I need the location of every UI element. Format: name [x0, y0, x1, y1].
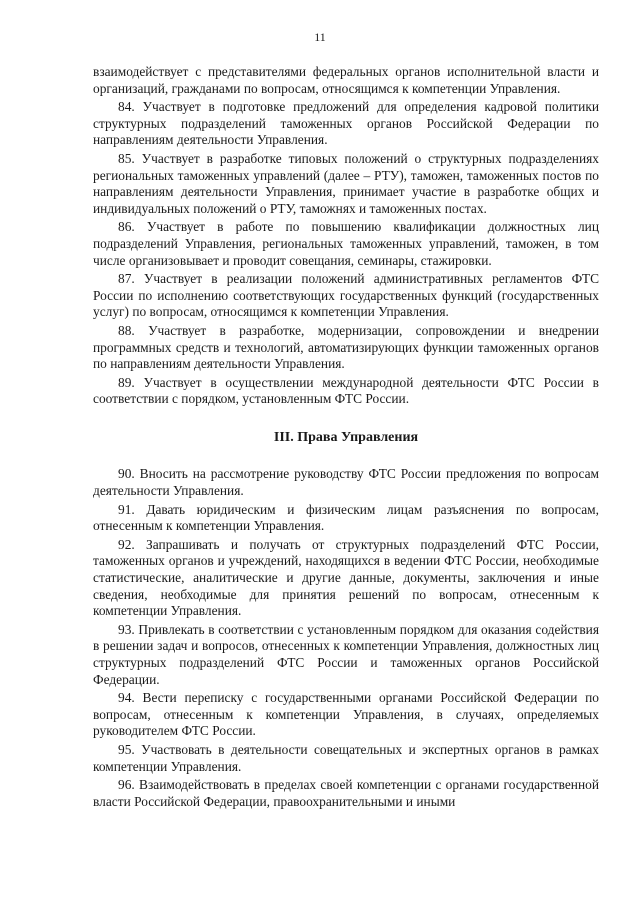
paragraph-86: 86. Участвует в работе по повышению квалификации должностных лиц подразделений Управления, региональных таможенных управлений, таможен, в том числе организовывает и проводит совещания, семинары, стажировки. — [93, 219, 599, 268]
paragraph-94: 94. Вести переписку с государственными органами Российской Федерации по вопросам, отнесенным к компетенции Управления, в случаях, определяемых руководителем ФТС России. — [93, 690, 599, 739]
paragraph-92: 92. Запрашивать и получать от структурных подразделений ФТС России, таможенных органов и учреждений, находящихся в ведении ФТС России, необходимые статистические, аналитические и другие данные, документы, заключения и иные сведения, необходимые для принятия решений по вопросам, отнесенным к компетенции Управления. — [93, 536, 599, 619]
document-body — [93, 64, 599, 812]
paragraph-87: 87. Участвует в реализации положений административных регламентов ФТС России по исполнению соответствующих государственных функций (государственных услуг) по вопросам, относящимся к компетенции Управления. — [93, 271, 599, 320]
page-number: 11 — [314, 30, 326, 44]
paragraph-90: 90. Вносить на рассмотрение руководству ФТС России предложения по вопросам деятельности Управления. — [93, 466, 599, 499]
paragraph-91: 91. Давать юридическим и физическим лицам разъяснения по вопросам, отнесенным к компетенции Управления. — [93, 501, 599, 534]
paragraph-89: 89. Участвует в осуществлении международной деятельности ФТС России в соответствии с порядком, установленным ФТС России. — [93, 374, 599, 407]
paragraph-95: 95. Участвовать в деятельности совещательных и экспертных органов в рамках компетенции Управления. — [93, 741, 599, 774]
section-heading: III. Права Управления — [273, 429, 419, 445]
paragraph-96: 96. Взаимодействовать в пределах своей компетенции с органами государственной власти Российской Федерации, правоохранительными и иными — [93, 777, 599, 809]
paragraph-88: 88. Участвует в разработке, модернизации, сопровождении и внедрении программных средств и технологий, автоматизирующих функции таможенных органов по направлениям деятельности Управления. — [93, 322, 599, 372]
paragraph-93: 93. Привлекать в соответствии с установленным порядком для оказания содействия в решении задач и вопросов, отнесенных к компетенции Управления, должностных лиц структурных подразделений ФТС России и таможенных органов Российской Федерации. — [93, 621, 599, 687]
paragraph-continuation: взаимодействует с представителями федеральных органов исполнительной власти и организаций, гражданами по вопросам, относящимся к компетенции Управления. — [93, 64, 599, 96]
paragraph-84: 84. Участвует в подготовке предложений для определения кадровой политики структурных подразделений таможенных органов Российской Федерации по направлениям деятельности Управления. — [93, 99, 599, 148]
paragraph-85: 85. Участвует в разработке типовых положений о структурных подразделениях региональных таможенных управлений (далее – РТУ), таможен, таможенных постов по направлениям деятельности Управления, принимает участие в разработке общих и индивидуальных положений о РТУ, таможнях и таможенных постах. — [93, 150, 599, 216]
